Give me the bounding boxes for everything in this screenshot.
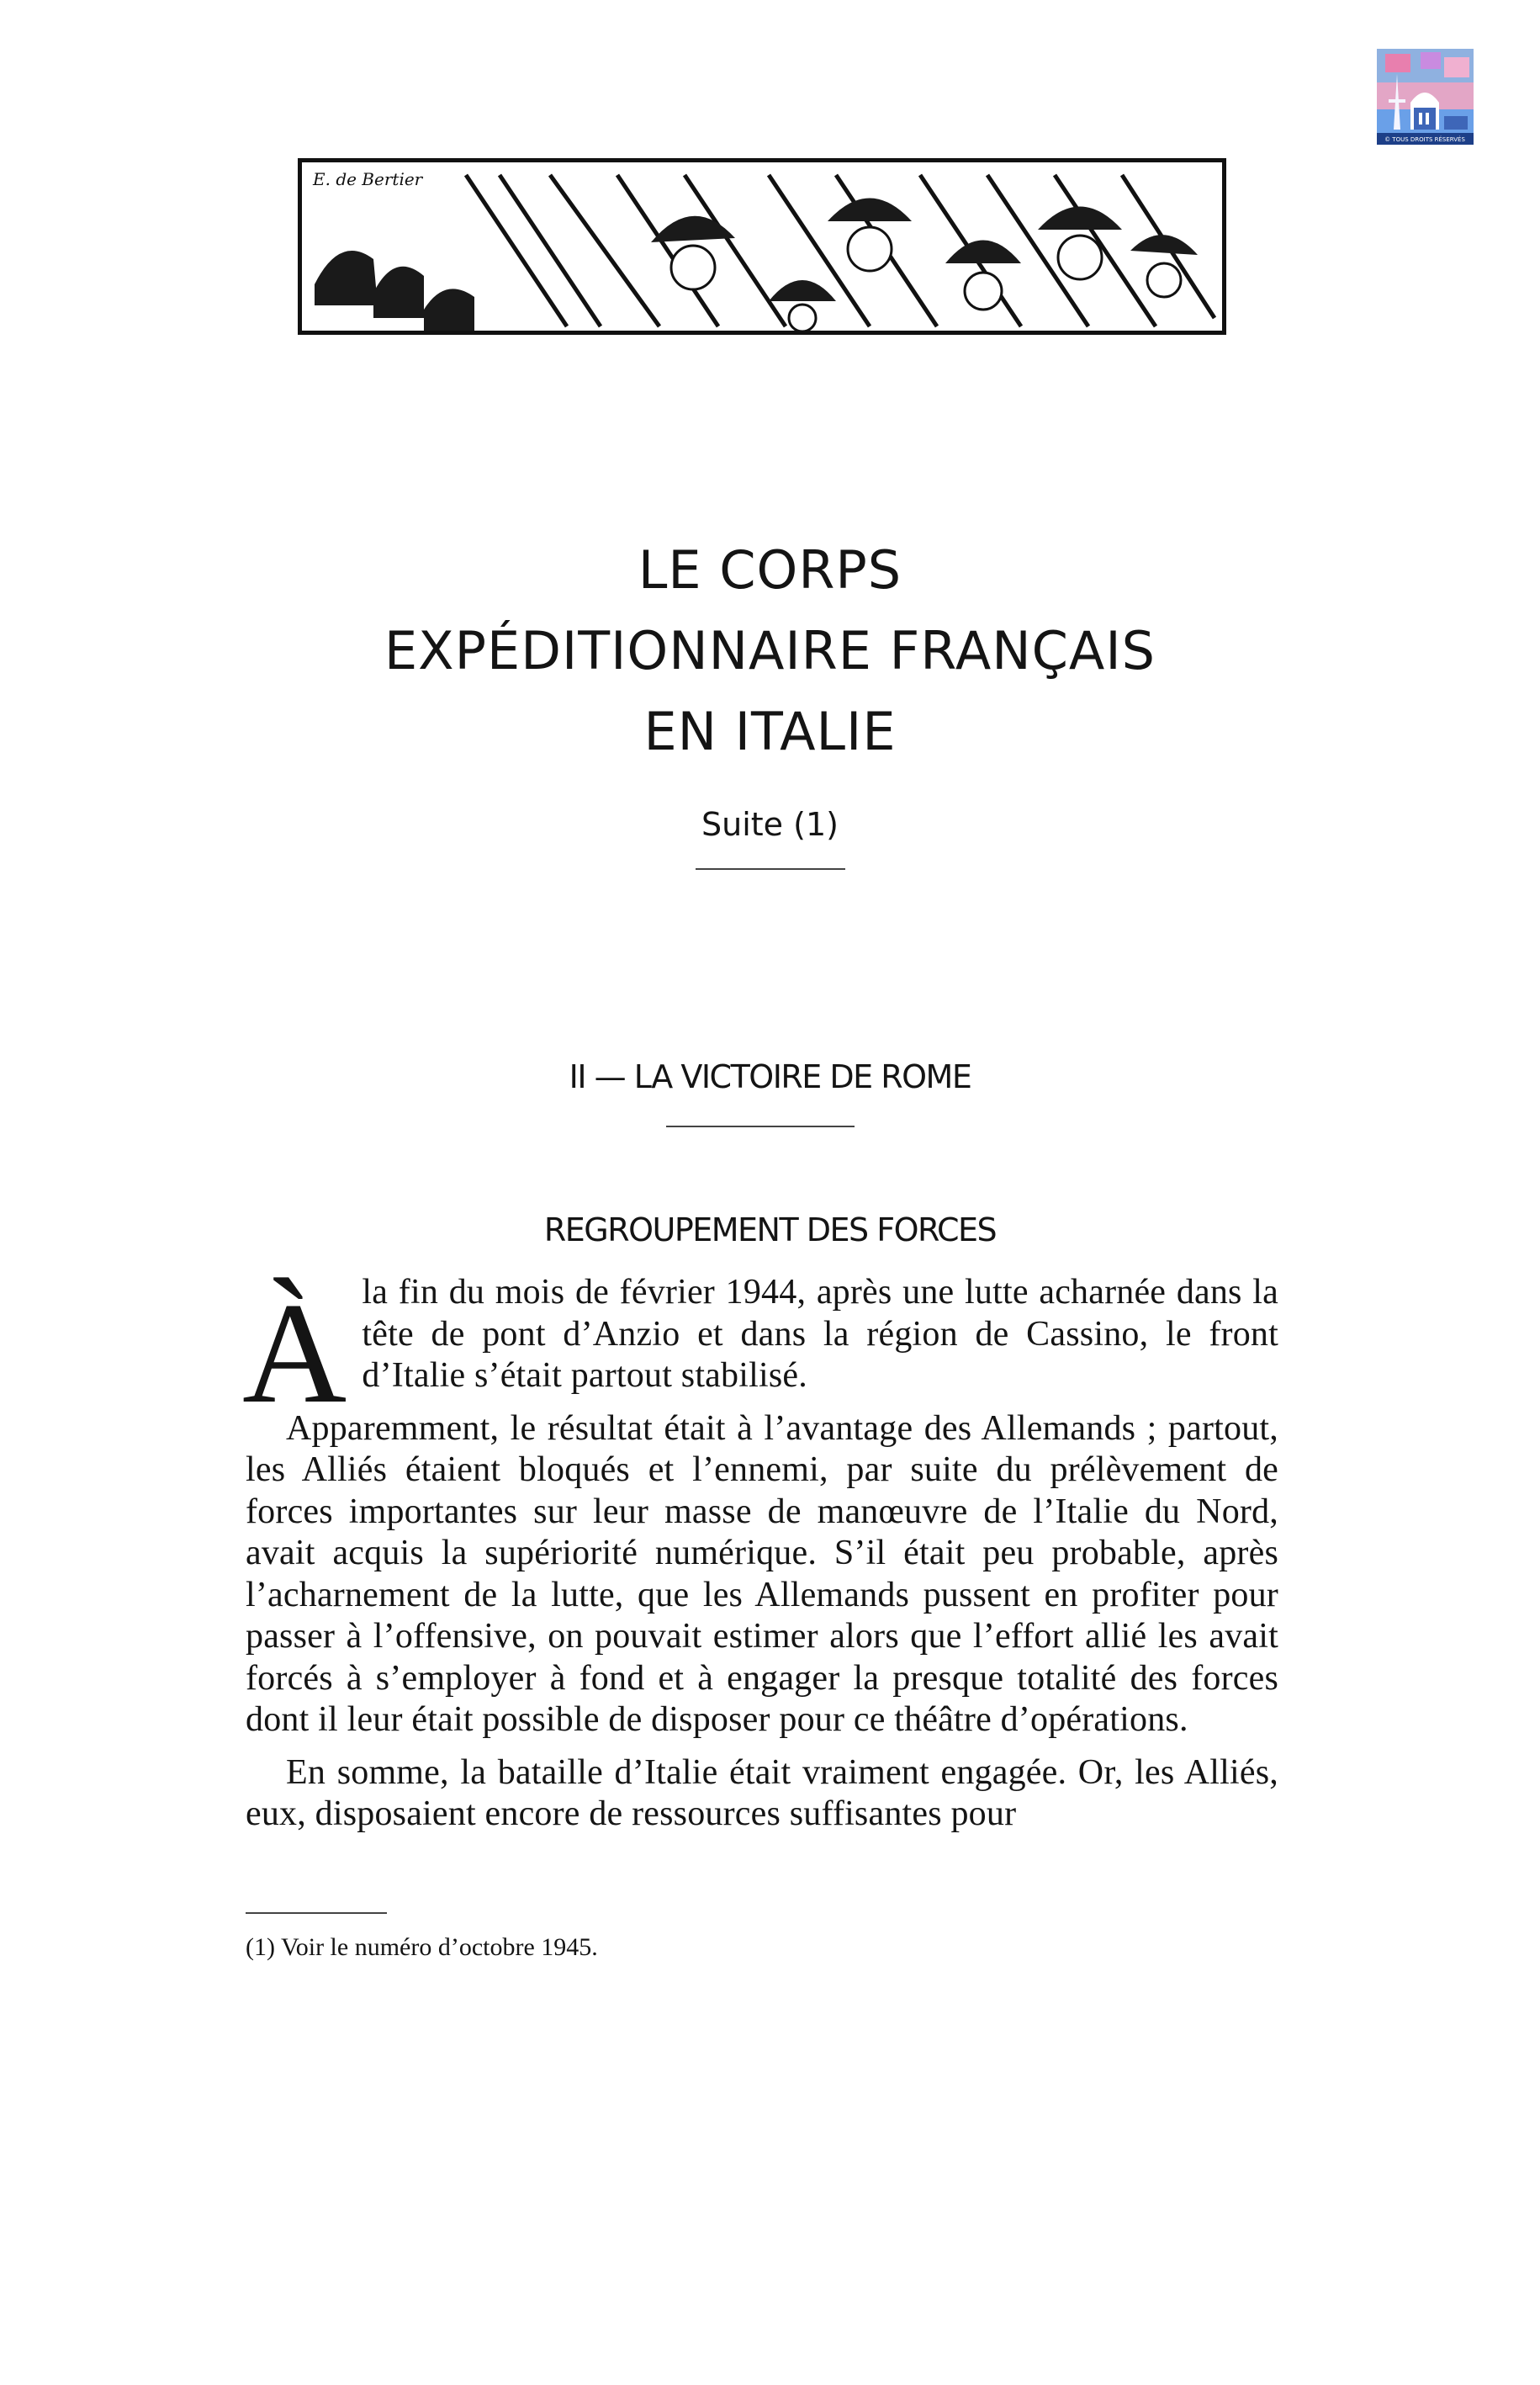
section-title: II — LA VICTOIRE DE ROME xyxy=(569,1058,971,1095)
footnote: (1) Voir le numéro d’octobre 1945. xyxy=(246,1933,598,1961)
paragraph-2: Apparemment, le résultat était à l’avantage des Allemands ; partout, les Alliés étaient bloqués et l’ennemi, par suite du prélèvement de forces importantes sur leur masse de manœuvre de l’Italie du Nord, avait acquis la supériorité numérique. S’il était peu probable, après l’acharnement de la lutte, que les Allemands pussent en profiter pour passer à l’offensive, on pouvait estimer alors que l’effort allié les avait forcés à s’employer à fond et à engager la presque totalité des forces dont il leur était possible de disposer pour ce théâtre d’opérations. xyxy=(246,1408,1278,1739)
title-line-3: EN ITALIE xyxy=(643,701,897,762)
article-title-block xyxy=(0,530,1540,870)
header-illustration xyxy=(298,158,1226,335)
title-line-2: EXPÉDITIONNAIRE FRANÇAIS xyxy=(384,620,1156,681)
illustration-signature: E. de Bertier xyxy=(313,169,423,189)
paragraph-1 xyxy=(242,1272,1278,1434)
paris-monuments-logo-icon xyxy=(1377,49,1474,145)
drop-cap: À xyxy=(242,1274,347,1434)
title-divider xyxy=(696,868,845,870)
title-line-1: LE CORPS xyxy=(638,539,902,601)
logo-caption: © TOUS DROITS RÉSERVÉS xyxy=(1384,136,1465,143)
footnote-divider xyxy=(246,1912,387,1914)
paragraph-1-text: la fin du mois de février 1944, après une lutte acharnée dans la tête de pont d’Anzio et dans la région de Cassino, le front d’Italie s’était partout stabilisé. xyxy=(362,1273,1278,1395)
publisher-logo xyxy=(1377,49,1474,145)
subtitle: Suite (1) xyxy=(701,806,839,843)
article-body xyxy=(242,1272,1278,1836)
section-divider xyxy=(666,1126,855,1127)
marching-soldiers-illustration-icon xyxy=(298,158,1226,335)
paragraph-3: En somme, la bataille d’Italie était vraiment engagée. Or, les Alliés, eux, disposaient encore de ressources suffisantes pour xyxy=(246,1752,1278,1833)
sub-heading: REGROUPEMENT DES FORCES xyxy=(543,1211,997,1248)
